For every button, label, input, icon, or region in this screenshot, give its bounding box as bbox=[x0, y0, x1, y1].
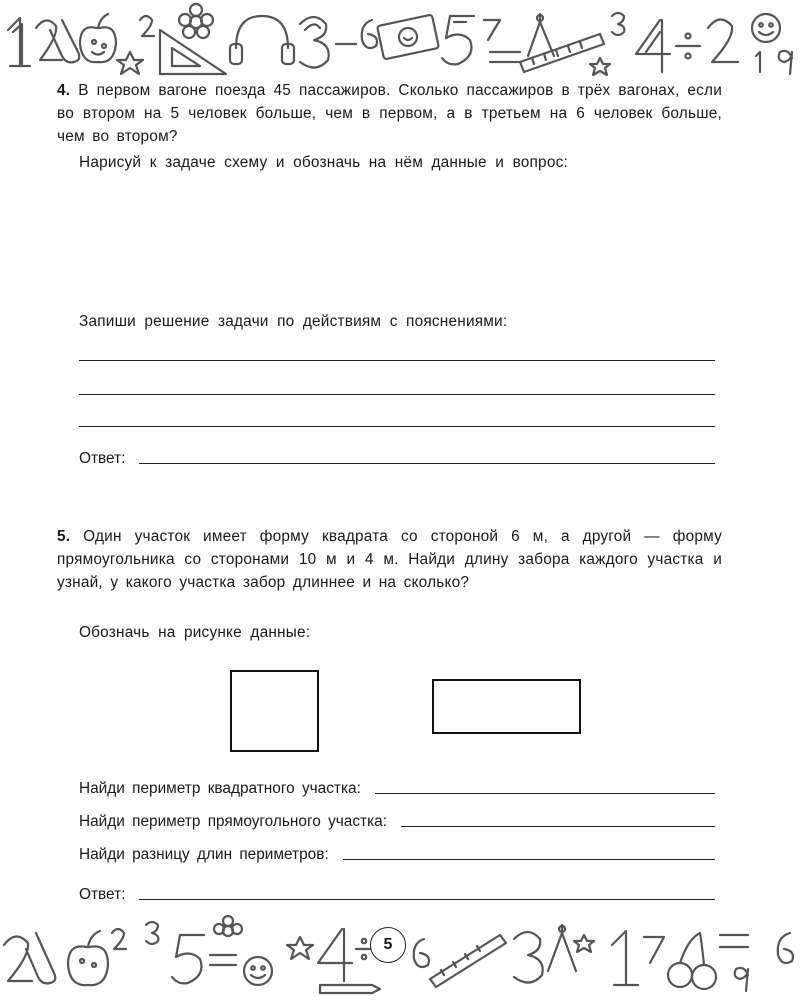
digit-4-icon bbox=[318, 929, 352, 981]
star-icon bbox=[590, 58, 610, 75]
compass-icon bbox=[528, 14, 554, 56]
rect-perimeter-label: Найди периметр прямоугольного участка: bbox=[79, 813, 387, 830]
apple-icon bbox=[80, 14, 116, 62]
rectangle-plot-figure bbox=[432, 679, 581, 734]
digit-1-icon bbox=[612, 931, 638, 985]
digit-2-icon bbox=[112, 929, 126, 949]
task-4-number: 4. bbox=[57, 82, 71, 99]
equals-icon bbox=[720, 935, 748, 947]
solution-line-2[interactable] bbox=[79, 394, 715, 395]
square-perimeter-label: Найди периметр квадратного участка: bbox=[79, 780, 361, 797]
task-4-answer-line[interactable] bbox=[139, 463, 715, 464]
digit-1-icon bbox=[8, 18, 30, 66]
headphones-icon bbox=[230, 16, 294, 64]
division-icon bbox=[676, 34, 700, 59]
page-number: 5 bbox=[370, 927, 406, 963]
star-icon bbox=[117, 52, 143, 74]
perimeter-diff-label: Найди разницу длин периметров: bbox=[79, 846, 329, 863]
pencil-icon bbox=[320, 985, 380, 993]
rect-perimeter-row bbox=[79, 813, 715, 831]
equals-icon bbox=[490, 52, 520, 62]
digit-9-icon bbox=[735, 968, 748, 991]
digit-6-icon bbox=[362, 20, 377, 48]
apple-icon bbox=[68, 931, 108, 985]
task-4-solution-prompt: Запиши решение задачи по действиям с пояснениями: bbox=[79, 313, 508, 330]
solution-line-1[interactable] bbox=[79, 360, 715, 361]
task-4-text: В первом вагоне поезда 45 пассажиров. Сколько пассажиров в трёх вагонах, если во втором на 5 человек больше, чем в первом, а в третьем на 6 человек больше, чем во втором? bbox=[57, 82, 722, 145]
task-5-label-prompt: Обозначь на рисунке данные: bbox=[79, 624, 311, 641]
task-5-number: 5. bbox=[57, 528, 71, 545]
square-perimeter-line[interactable] bbox=[375, 793, 715, 794]
star-icon bbox=[574, 935, 594, 952]
digit-5-icon bbox=[172, 935, 204, 983]
task-5-answer-line[interactable] bbox=[139, 899, 715, 900]
task-4-draw-prompt: Нарисуй к задаче схему и обозначь на нём данные и вопрос: bbox=[79, 154, 568, 171]
digit-1-icon bbox=[756, 52, 760, 72]
square-plot-figure bbox=[230, 670, 319, 752]
digit-2-icon bbox=[140, 16, 154, 36]
flower-icon bbox=[214, 916, 242, 936]
digit-3-icon bbox=[300, 17, 329, 68]
digit-4-icon bbox=[636, 20, 670, 72]
digit-3-icon bbox=[514, 932, 543, 983]
task-5-statement bbox=[57, 525, 722, 594]
perimeter-diff-line[interactable] bbox=[343, 859, 715, 860]
square-perimeter-row bbox=[79, 780, 715, 798]
solution-line-3[interactable] bbox=[79, 426, 715, 427]
task-4-answer-row bbox=[79, 450, 715, 468]
task-4-answer-label: Ответ: bbox=[79, 450, 126, 467]
banknote-icon bbox=[377, 15, 439, 60]
digit-2-icon bbox=[708, 19, 738, 62]
ruler-icon bbox=[430, 935, 506, 987]
digit-2-icon bbox=[4, 936, 32, 981]
cherries-icon bbox=[668, 933, 716, 989]
smiley-icon bbox=[752, 14, 780, 42]
paperclip-icon bbox=[50, 20, 79, 62]
task-5-answer-row bbox=[79, 886, 715, 904]
equals-icon bbox=[210, 955, 236, 965]
top-decorative-band bbox=[0, 0, 800, 80]
digit-6-icon bbox=[414, 939, 429, 967]
task-4-statement bbox=[57, 79, 722, 148]
digit-9-icon bbox=[779, 51, 792, 74]
digit-3-icon bbox=[146, 922, 158, 944]
task-5-answer-label: Ответ: bbox=[79, 886, 126, 903]
digit-2-icon bbox=[36, 20, 62, 60]
paperclip-icon bbox=[26, 933, 55, 983]
digit-5-icon bbox=[442, 16, 474, 64]
task-5-text: Один участок имеет форму квадрата со стороной 6 м, а другой — форму прямоугольника со сторонами 10 м и 4 м. Найди длину забора каждого участка и узнай, у какого участка забор длиннее и на сколько? bbox=[57, 528, 722, 591]
star-icon bbox=[287, 937, 313, 959]
compass-icon bbox=[548, 925, 576, 971]
flower-icon bbox=[179, 4, 213, 38]
digit-7-icon bbox=[484, 20, 500, 40]
digit-7-icon bbox=[644, 937, 664, 963]
smiley-icon bbox=[244, 957, 272, 985]
digit-6-icon bbox=[778, 933, 793, 963]
perimeter-diff-row bbox=[79, 846, 715, 864]
rect-perimeter-line[interactable] bbox=[401, 826, 715, 827]
digit-3-icon bbox=[612, 13, 624, 35]
